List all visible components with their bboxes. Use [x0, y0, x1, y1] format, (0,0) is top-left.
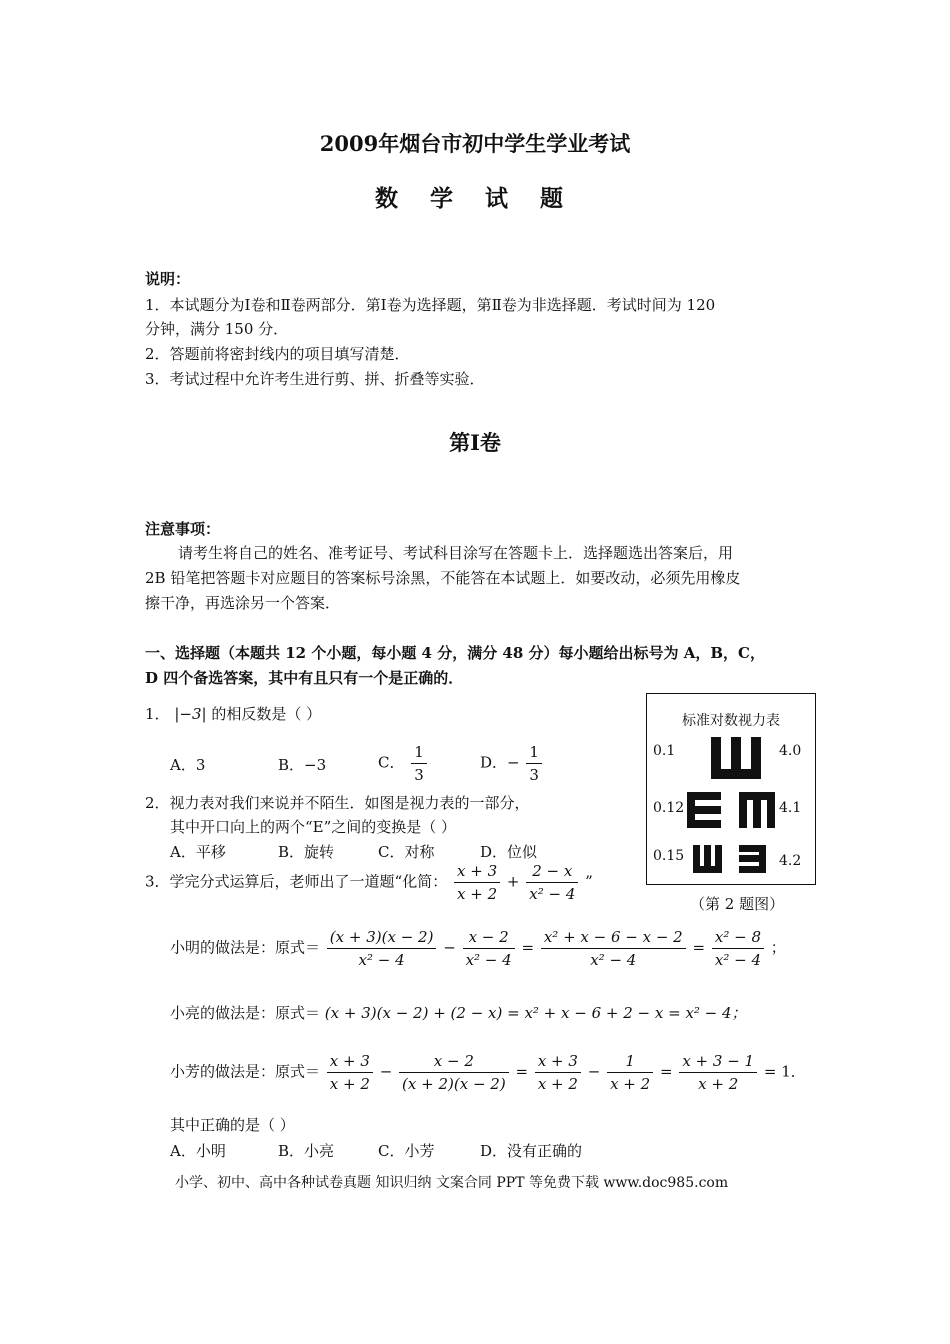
question-2: 2．视力表对我们来说并不陌生．如图是视力表的一部分，: [145, 794, 530, 812]
fraction: [541, 926, 686, 971]
e-up-large-icon: [711, 737, 761, 779]
xiaoming-solution: [170, 926, 786, 971]
question-3: [145, 860, 593, 905]
question-text: 的相反数是（ ）: [211, 705, 322, 723]
option-a: A．3: [170, 756, 206, 774]
absolute-value-expr: |−3|: [174, 705, 207, 723]
numerator: x + 3: [535, 1050, 581, 1073]
denominator: x + 2: [537, 1075, 578, 1093]
denominator: x² − 4: [714, 951, 761, 969]
solution-label: 小亮的做法是：原式＝: [170, 1004, 321, 1022]
question-text: 3．学完分式运算后，老师出了一道题“化简：: [145, 872, 448, 891]
fraction: [679, 1050, 757, 1095]
option-b: B．−3: [278, 756, 327, 774]
notes-item: 2．答题前将密封线内的项目填写清楚．: [145, 345, 410, 363]
numerator: x − 2: [399, 1050, 509, 1073]
row-right-value: 4.2: [779, 853, 802, 869]
exam-title: 2009年烟台市初中学生学业考试: [319, 131, 631, 156]
fraction: [327, 926, 437, 971]
equals-sign: =: [659, 1062, 673, 1081]
e-symbols: [647, 694, 815, 884]
denominator: x² − 4: [529, 885, 576, 903]
numerator: x + 3: [327, 1050, 373, 1073]
denominator: x² − 4: [590, 951, 637, 969]
option-b: B．旋转: [278, 843, 335, 861]
question-number: 1．: [145, 705, 170, 723]
equals-sign: =: [515, 1062, 529, 1081]
option-c: [378, 741, 429, 786]
xiaofang-solution: [170, 1050, 806, 1095]
semicolon: ；: [770, 938, 786, 957]
row-left-value: 0.12: [653, 800, 685, 816]
notes-item: 1．本试题分为Ⅰ卷和Ⅱ卷两部分．第Ⅰ卷为选择题，第Ⅱ卷为非选择题．考试时间为 120: [145, 296, 716, 314]
eye-chart-figure: [646, 693, 816, 885]
fraction: [463, 926, 515, 971]
minus-sign: −: [587, 1062, 601, 1081]
solution-label: 小芳的做法是：原式＝: [170, 1062, 321, 1081]
notes-item: 3．考试过程中允许考生进行剪、拼、折叠等实验．: [145, 370, 485, 388]
part1-heading: 一、选择题（本题共 12 个小题，每小题 4 分，满分 48 分）每小题给出标号为 A，B，C，: [145, 644, 765, 662]
e-up-small-icon: [693, 845, 722, 873]
numerator: 2 − x: [526, 860, 578, 883]
minus-sign: −: [443, 938, 456, 957]
option-d: D．没有正确的: [480, 1142, 583, 1160]
numerator: x − 2: [463, 926, 515, 949]
fraction: [607, 1050, 653, 1095]
closing-quote: ”: [585, 872, 593, 891]
attention-line: 请考生将自己的姓名、准考证号、考试科目涂写在答题卡上．选择题选出答案后，用: [178, 544, 734, 562]
minus-sign: −: [379, 1062, 393, 1081]
notes-heading: 说明：: [145, 270, 191, 288]
figure-caption: （第 2 题图）: [690, 895, 785, 913]
numerator: x + 3 − 1: [679, 1050, 757, 1073]
numerator: (x + 3)(x − 2): [327, 926, 437, 949]
denominator: 3: [529, 766, 539, 784]
fraction: [454, 860, 500, 905]
denominator: x² − 4: [465, 951, 512, 969]
denominator: x² − 4: [358, 951, 405, 969]
numerator: x² − 8: [712, 926, 764, 949]
row-right-value: 4.1: [779, 800, 802, 816]
option-d: [480, 741, 544, 786]
option-c: C．小芳: [378, 1142, 435, 1160]
attention-heading: 注意事项：: [145, 520, 221, 538]
e-left-icon: [739, 845, 766, 873]
exam-subtitle: 数 学 试 题: [374, 185, 576, 212]
option-c: C．对称: [378, 843, 435, 861]
attention-line: 擦干净，再选涂另一个答案．: [145, 594, 341, 612]
option-label: C．: [378, 753, 405, 772]
option-a: A．平移: [170, 843, 226, 861]
numerator: 1: [607, 1050, 653, 1073]
row-left-value: 0.15: [653, 848, 685, 864]
row-left-value: 0.1: [653, 743, 676, 759]
fraction: [526, 741, 542, 786]
plus-sign: +: [506, 872, 520, 891]
option-a: A．小明: [170, 1142, 226, 1160]
numerator: x + 3: [454, 860, 500, 883]
fraction: [712, 926, 764, 971]
question-3-prompt: 其中正确的是（ ）: [170, 1116, 295, 1134]
fraction: [411, 741, 427, 786]
row-right-value: 4.0: [779, 743, 802, 759]
attention-line: 2B 铅笔把答题卡对应题目的答案标号涂黑，不能答在本试题上．如要改动，必须先用橡皮: [145, 569, 741, 587]
denominator: x + 2: [457, 885, 498, 903]
xiaoliang-solution: [170, 1002, 747, 1023]
option-label: D．−: [480, 753, 520, 772]
solution-expression: (x + 3)(x − 2) + (2 − x) = x² + x − 6 + 2 − x = x² − 4；: [324, 1004, 747, 1022]
denominator: x + 2: [329, 1075, 370, 1093]
denominator: (x + 2)(x − 2): [402, 1075, 506, 1093]
fraction: [535, 1050, 581, 1095]
numerator: 1: [526, 741, 542, 764]
option-b: B．小亮: [278, 1142, 335, 1160]
denominator: x + 2: [698, 1075, 739, 1093]
numerator: 1: [411, 741, 427, 764]
option-d: D．位似: [480, 843, 538, 861]
e-down-icon: [739, 792, 775, 828]
equals-sign: =: [692, 938, 706, 957]
fraction: [327, 1050, 373, 1095]
solution-label: 小明的做法是：原式＝: [170, 938, 321, 957]
question-2-cont: 其中开口向上的两个“E”之间的变换是（ ）: [170, 818, 457, 836]
result: = 1．: [763, 1062, 806, 1081]
figure-title: 标准对数视力表: [682, 713, 780, 729]
section-title: 第Ⅰ卷: [449, 430, 501, 455]
e-right-icon: [687, 792, 721, 828]
denominator: 3: [414, 766, 424, 784]
equals-sign: =: [521, 938, 535, 957]
question-1: [145, 703, 321, 724]
fraction: [526, 860, 578, 905]
footer-text: 小学、初中、高中各种试卷真题 知识归纳 文案合同 PPT 等免费下载 www.doc985.com: [175, 1175, 729, 1191]
numerator: x² + x − 6 − x − 2: [541, 926, 686, 949]
part1-heading-cont: D 四个备选答案，其中有且只有一个是正确的．: [145, 669, 464, 687]
notes-item: 分钟，满分 150 分．: [145, 320, 289, 338]
fraction: [399, 1050, 509, 1095]
denominator: x + 2: [610, 1075, 651, 1093]
